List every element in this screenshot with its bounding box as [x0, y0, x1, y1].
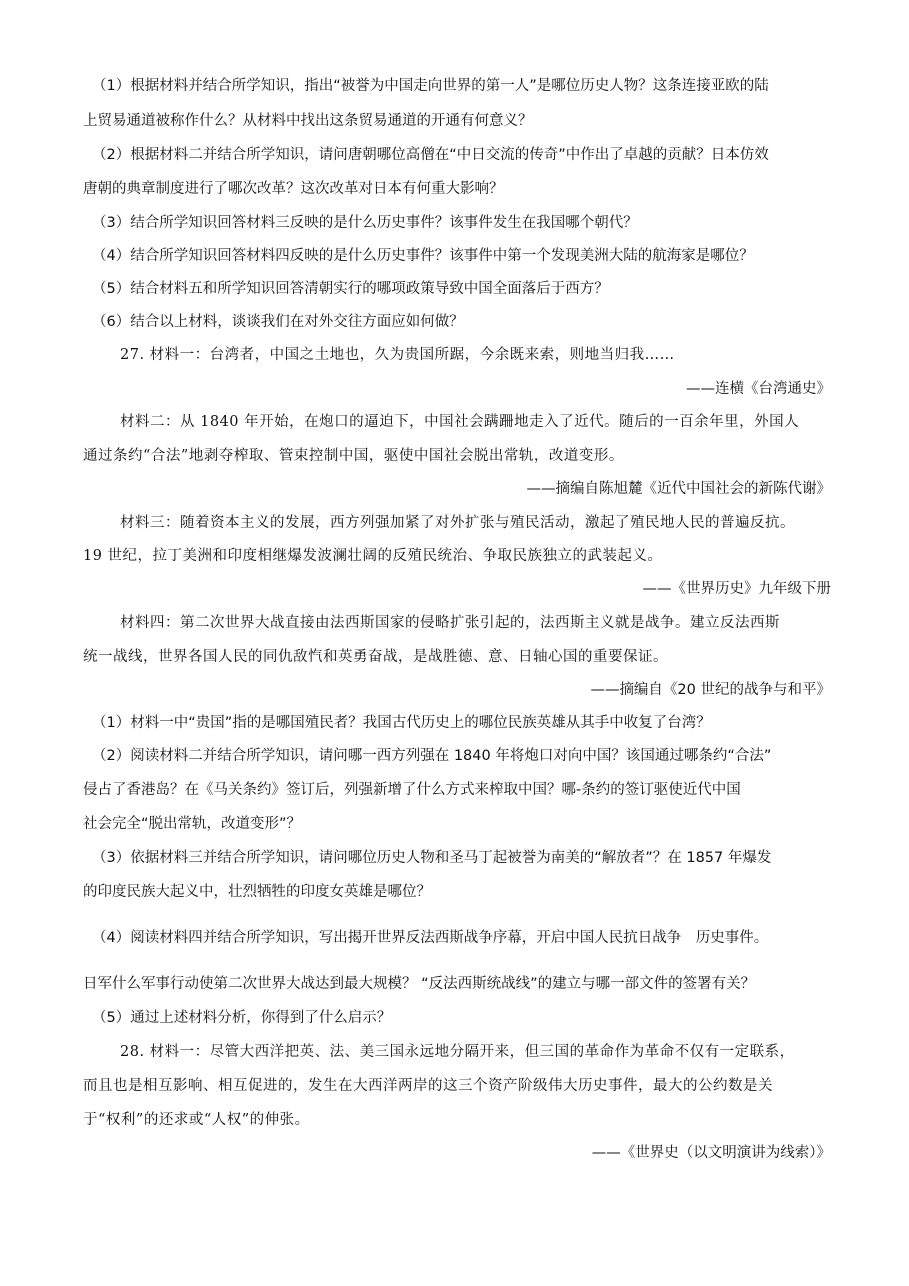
material-line: 19 世纪，拉丁美洲和印度相继爆发波澜壮阔的反殖民统治、争取民族独立的武装起义。: [83, 548, 663, 564]
question-line: （6）结合以上材料，谈谈我们在对外交往方面应如何做？: [92, 314, 464, 330]
question-line: 唐朝的典章制度进行了哪次改革？这次改革对日本有何重大影响？: [83, 181, 504, 197]
question-line: （4）阅读材料四并结合所学知识，写出揭开世界反法西斯战争序幕，开启中国人民抗日战争 历史事件。: [92, 930, 769, 946]
material-source: ——《世界史（以文明演讲为线索）》: [591, 1145, 831, 1161]
material-source: ——连横《台湾通史》: [686, 381, 831, 397]
material-line: 通过条约“合法”地剥夺榨取、管束控制中国，驱使中国社会脱出常轨，改道变形。: [83, 448, 624, 464]
material-source: ——摘编自陈旭麓《近代中国社会的新陈代谢》: [526, 481, 831, 497]
question-line: 的印度民族大起义中，壮烈牺牲的印度女英雄是哪位？: [83, 884, 431, 900]
material-line: 材料四：第二次世界大战直接由法西斯国家的侵略扩张引起的，法西斯主义就是战争。建立反法西斯: [120, 615, 780, 631]
question-line: （3）依据材料三并结合所学知识，请问哪位历史人物和圣马丁起被誉为南美的“解放者”？在 1857 年爆发: [92, 850, 772, 866]
material-line: 28. 材料一：尽管大西洋把英、法、美三国永远地分隔开来，但三国的革命作为革命不仅有一定联系，: [120, 1044, 795, 1060]
material-line: 而且也是相互影响、相互促进的，发生在大西洋两岸的这三个资产阶级伟大历史事件，最大的公约数是关: [83, 1078, 773, 1094]
question-line: （5）通过上述材料分析，你得到了什么启示？: [92, 1010, 392, 1026]
question-line: （1）材料一中“贵国”指的是哪国殖民者？我国古代历史上的哪位民族英雄从其手中收复了台湾？: [92, 715, 711, 731]
material-line: 统一战线，世界各国人民的同仇敌忾和英勇奋战，是战胜德、意、日轴心国的重要保证。: [83, 649, 668, 665]
question-line: 社会完全“脱出常轨，改道变形”？: [83, 816, 302, 832]
question-line: 上贸易通道被称作什么？从材料中找出这条贸易通道的开通有何意义？: [83, 113, 533, 129]
material-line: 27. 材料一：台湾者，中国之土地也，久为贵国所踞，今余既来索，则地当归我……: [120, 347, 675, 363]
material-line: 材料三：随着资本主义的发展，西方列强加紧了对外扩张与殖民活动，激起了殖民地人民的普遍反抗。: [120, 515, 795, 531]
material-source: ——摘编自《20 世纪的战争与和平》: [590, 682, 831, 698]
question-line: （3）结合所学知识回答材料三反映的是什么历史事件？该事件发生在我国哪个朝代？: [92, 215, 638, 231]
question-line: （2）根据材料二并结合所学知识，请问唐朝哪位高僧在“中日交流的传奇”中作出了卓越的贡献？日本仿效: [92, 147, 769, 163]
question-line: 日军什么军事行动使第二次世界大战达到最大规模？ “反法西斯统战线”的建立与哪一部文件的签署有关？: [83, 976, 756, 992]
question-line: 侵占了香港岛？在《马关条约》签订后，列强新增了什么方式来榨取中国？哪-条约的签订驱使近代中国: [83, 782, 741, 798]
question-line: （4）结合所学知识回答材料四反映的是什么历史事件？该事件中第一个发现美洲大陆的航海家是哪位？: [92, 248, 754, 264]
material-source: ——《世界历史》九年级下册: [642, 581, 831, 597]
question-line: （2）阅读材料二并结合所学知识，请问哪一西方列强在 1840 年将炮口对向中国？该国通过哪条约“合法”: [92, 748, 772, 764]
question-line: （5）结合材料五和所学知识回答清朝实行的哪项政策导致中国全面落后于西方？: [92, 281, 609, 297]
material-line: 材料二：从 1840 年开始，在炮口的逼迫下，中国社会蹒跚地走入了近代。随后的一百余年里，外国人: [120, 414, 800, 430]
question-line: （1）根据材料并结合所学知识，指出“被誉为中国走向世界的第一人”是哪位历史人物？这条连接亚欧的陆: [92, 78, 769, 94]
material-line: 于“权利”的还求或“人权”的伸张。: [83, 1112, 310, 1128]
